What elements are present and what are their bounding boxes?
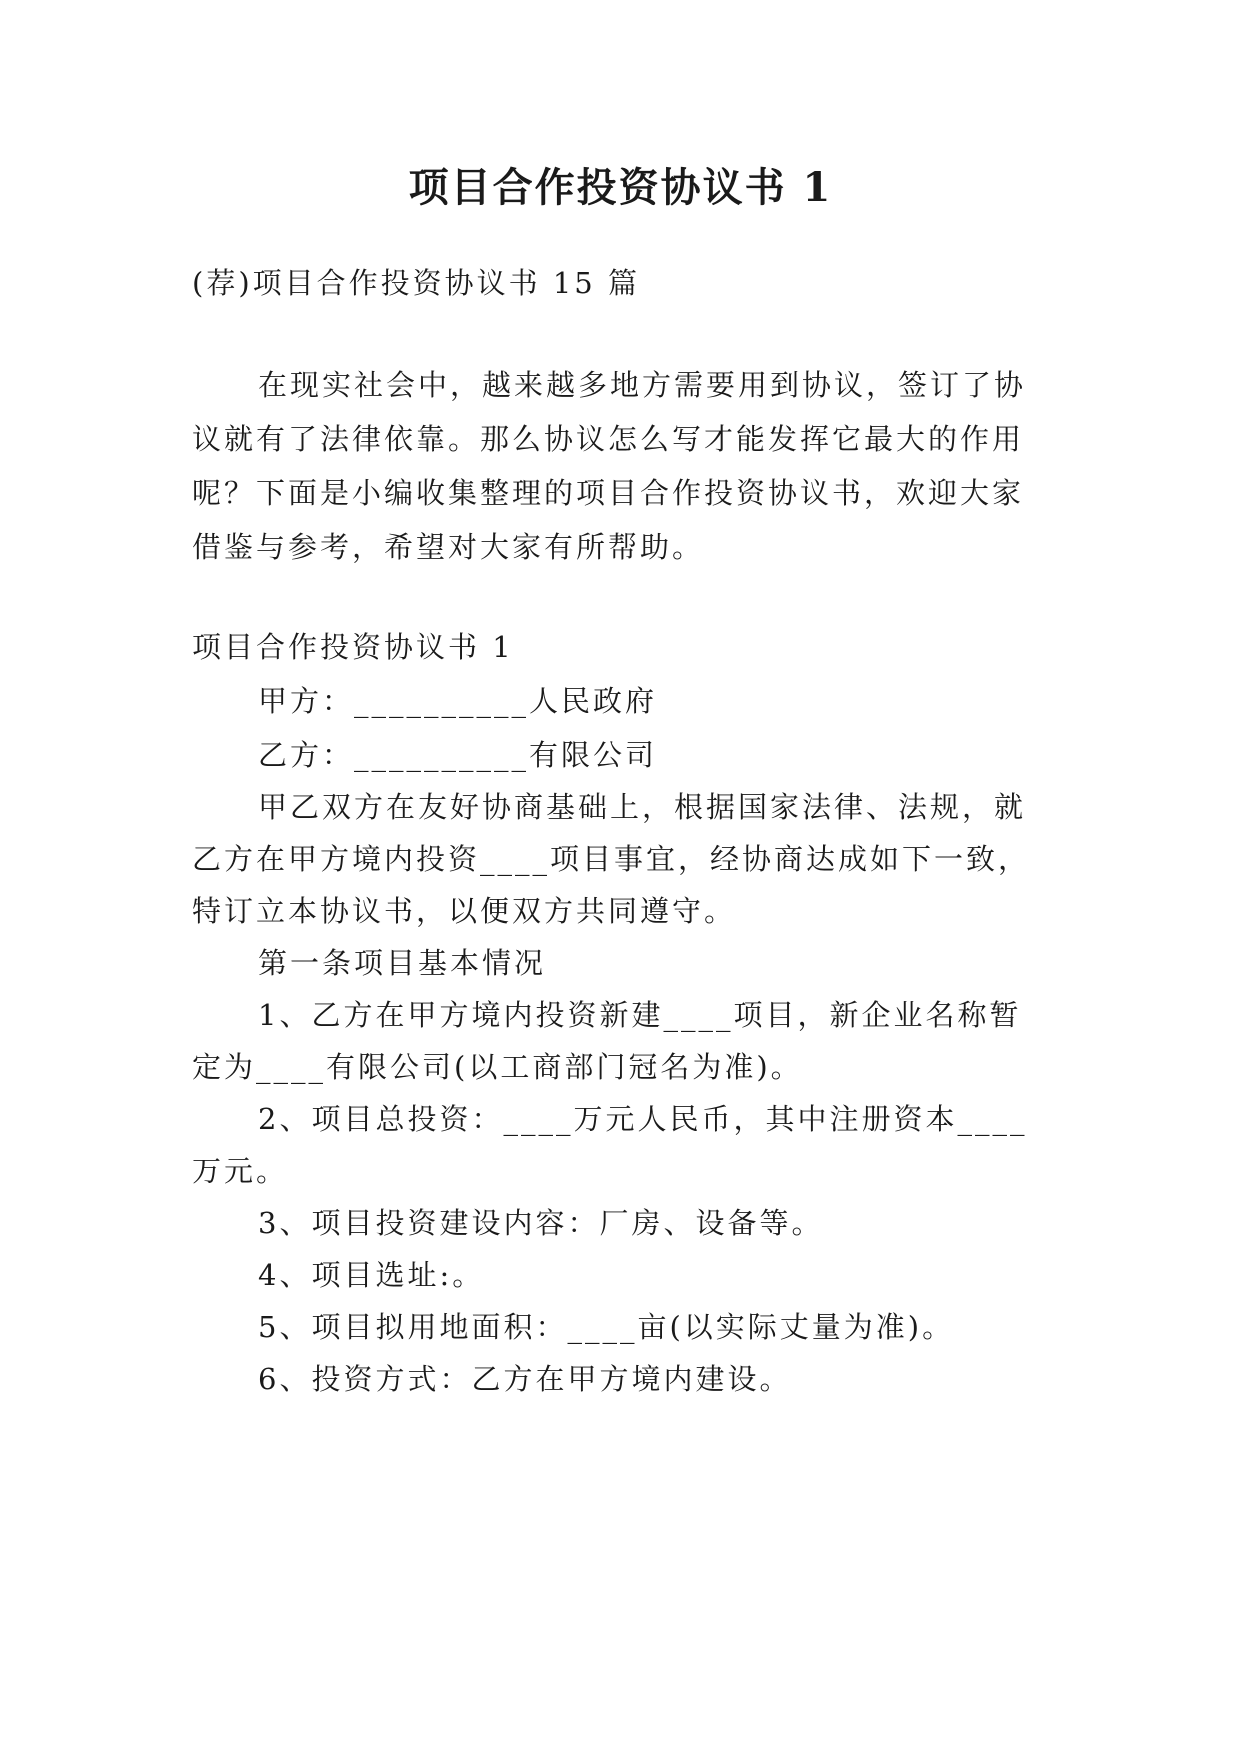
intro-line-4: 借鉴与参考，希望对大家有所帮助。 <box>192 530 705 564</box>
preamble-line-1: 甲乙双方在友好协商基础上，根据国家法律、法规，就 <box>258 790 1027 824</box>
item-3: 3、项目投资建设内容：厂房、设备等。 <box>258 1206 824 1240</box>
party-a: 甲方：__________人民政府 <box>258 684 658 718</box>
intro-line-1: 在现实社会中，越来越多地方需要用到协议，签订了协 <box>258 368 1027 402</box>
item-4: 4、项目选址:。 <box>258 1258 485 1292</box>
item-1-line-2: 定为____有限公司(以工商部门冠名为准)。 <box>192 1050 803 1084</box>
section-heading: 项目合作投资协议书 1 <box>192 630 514 664</box>
intro-line-2: 议就有了法律依靠。那么协议怎么写才能发挥它最大的作用 <box>192 422 1025 456</box>
item-2-line-1: 2、项目总投资：____万元人民币，其中注册资本____ <box>258 1102 1028 1136</box>
article-1-heading: 第一条项目基本情况 <box>258 946 547 980</box>
item-1-line-1: 1、乙方在甲方境内投资新建____项目，新企业名称暂 <box>258 998 1022 1032</box>
item-6: 6、投资方式：乙方在甲方境内建设。 <box>258 1362 792 1396</box>
document-title: 项目合作投资协议书 1 <box>408 164 833 211</box>
preamble-line-3: 特订立本协议书，以便双方共同遵守。 <box>192 894 737 928</box>
item-5: 5、项目拟用地面积：____亩(以实际丈量为准)。 <box>258 1310 955 1344</box>
party-b: 乙方：__________有限公司 <box>258 738 658 772</box>
intro-line-3: 呢？下面是小编收集整理的项目合作投资协议书，欢迎大家 <box>192 476 1025 510</box>
preamble-line-2: 乙方在甲方境内投资____项目事宜，经协商达成如下一致， <box>192 842 1031 876</box>
document-subtitle: (荐)项目合作投资协议书 15 篇 <box>192 266 640 300</box>
item-2-line-2: 万元。 <box>192 1154 289 1188</box>
